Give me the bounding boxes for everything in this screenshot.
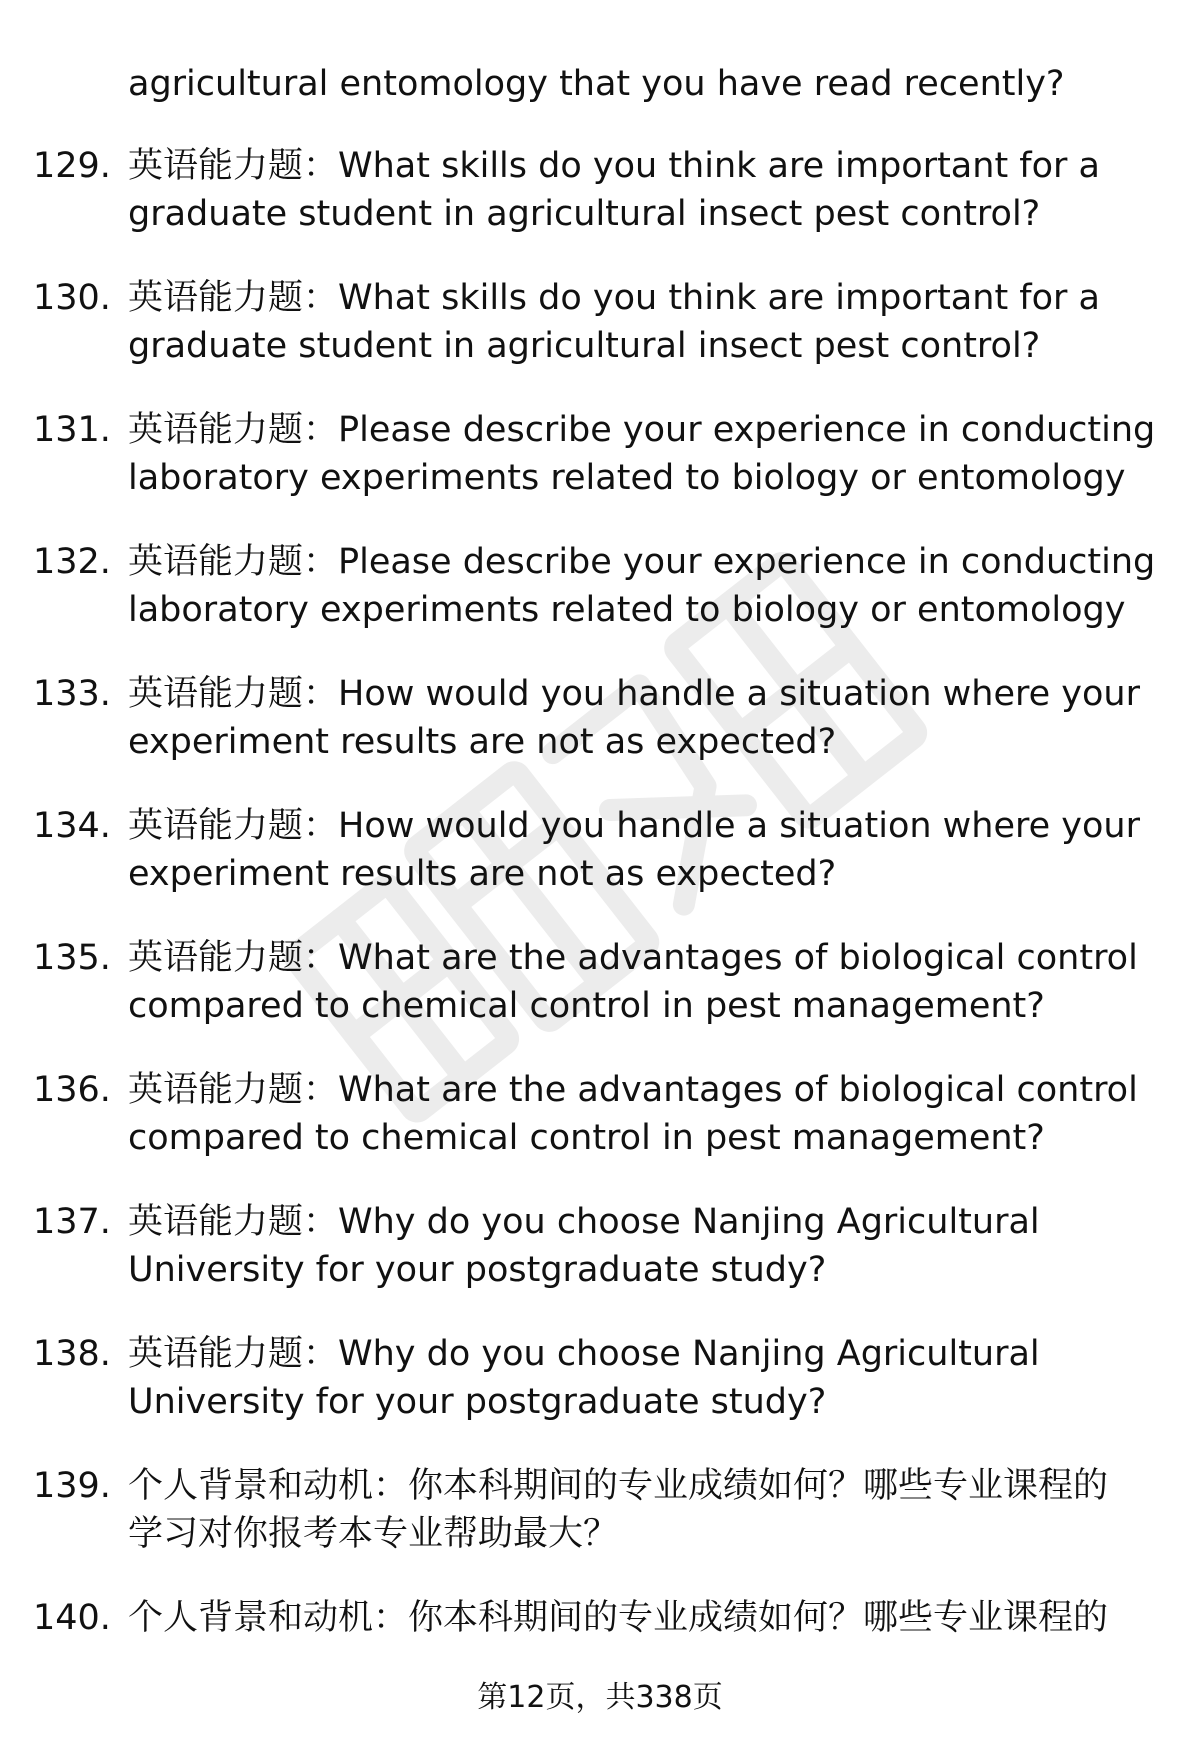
question-item	[0, 274, 1200, 406]
question-line: 英语能力题：How would you handle a situation where your	[128, 806, 1140, 846]
question-item	[0, 934, 1200, 1066]
question-line: 英语能力题：Why do you choose Nanjing Agricultural	[128, 1334, 1040, 1374]
question-text	[128, 670, 1178, 766]
question-number: 133.	[33, 674, 111, 714]
question-number: 135.	[33, 938, 111, 978]
question-text	[128, 538, 1178, 634]
continuation-line: agricultural entomology that you have read recently?	[128, 64, 1065, 104]
question-text	[128, 1594, 1178, 1642]
question-number: 137.	[33, 1202, 111, 1242]
question-number: 138.	[33, 1334, 111, 1374]
question-text	[128, 1066, 1178, 1162]
question-number: 132.	[33, 542, 111, 582]
question-number: 129.	[33, 146, 111, 186]
question-line: 英语能力题：How would you handle a situation where your	[128, 674, 1140, 714]
question-line: 英语能力题：Why do you choose Nanjing Agricultural	[128, 1202, 1040, 1242]
question-line: laboratory experiments related to biology or entomology	[128, 458, 1126, 498]
question-line: 英语能力题：Please describe your experience in conducting	[128, 542, 1156, 582]
question-line: University for your postgraduate study?	[128, 1250, 827, 1290]
question-line: 个人背景和动机：你本科期间的专业成绩如何？哪些专业课程的	[128, 1466, 1109, 1506]
question-list	[0, 142, 1200, 1726]
question-text	[128, 1330, 1178, 1426]
question-number: 136.	[33, 1070, 111, 1110]
question-line: University for your postgraduate study?	[128, 1382, 827, 1422]
question-line: experiment results are not as expected?	[128, 854, 837, 894]
question-item	[0, 802, 1200, 934]
question-number: 139.	[33, 1466, 111, 1506]
question-number: 131.	[33, 410, 111, 450]
question-line: graduate student in agricultural insect pest control?	[128, 194, 1041, 234]
question-line: 学习对你报考本专业帮助最大？	[128, 1514, 619, 1554]
question-line: 英语能力题：What are the advantages of biological control	[128, 938, 1138, 978]
question-item	[0, 538, 1200, 670]
question-line: 英语能力题：What are the advantages of biological control	[128, 1070, 1138, 1110]
page-footer: 第12页，共338页	[477, 1680, 723, 1715]
question-line: 英语能力题：What skills do you think are important for a	[128, 278, 1100, 318]
question-line: compared to chemical control in pest management?	[128, 1118, 1045, 1158]
question-item	[0, 1330, 1200, 1462]
question-text	[128, 1198, 1178, 1294]
question-text	[128, 406, 1178, 502]
question-number: 140.	[33, 1598, 111, 1638]
question-item	[0, 142, 1200, 274]
question-text	[128, 934, 1178, 1030]
question-line: 英语能力题：Please describe your experience in conducting	[128, 410, 1156, 450]
question-line: 英语能力题：What skills do you think are important for a	[128, 146, 1100, 186]
question-number: 130.	[33, 278, 111, 318]
question-line: graduate student in agricultural insect pest control?	[128, 326, 1041, 366]
question-number: 134.	[33, 806, 111, 846]
question-text	[128, 802, 1178, 898]
question-text	[128, 274, 1178, 370]
question-line: experiment results are not as expected?	[128, 722, 837, 762]
question-item	[0, 1066, 1200, 1198]
question-text	[128, 1462, 1178, 1558]
question-line: compared to chemical control in pest management?	[128, 986, 1045, 1026]
question-item	[0, 1198, 1200, 1330]
question-item	[0, 406, 1200, 538]
question-text	[128, 142, 1178, 238]
question-line: laboratory experiments related to biology or entomology	[128, 590, 1126, 630]
question-item	[0, 670, 1200, 802]
question-item	[0, 1462, 1200, 1594]
question-line: 个人背景和动机：你本科期间的专业成绩如何？哪些专业课程的	[128, 1598, 1109, 1638]
